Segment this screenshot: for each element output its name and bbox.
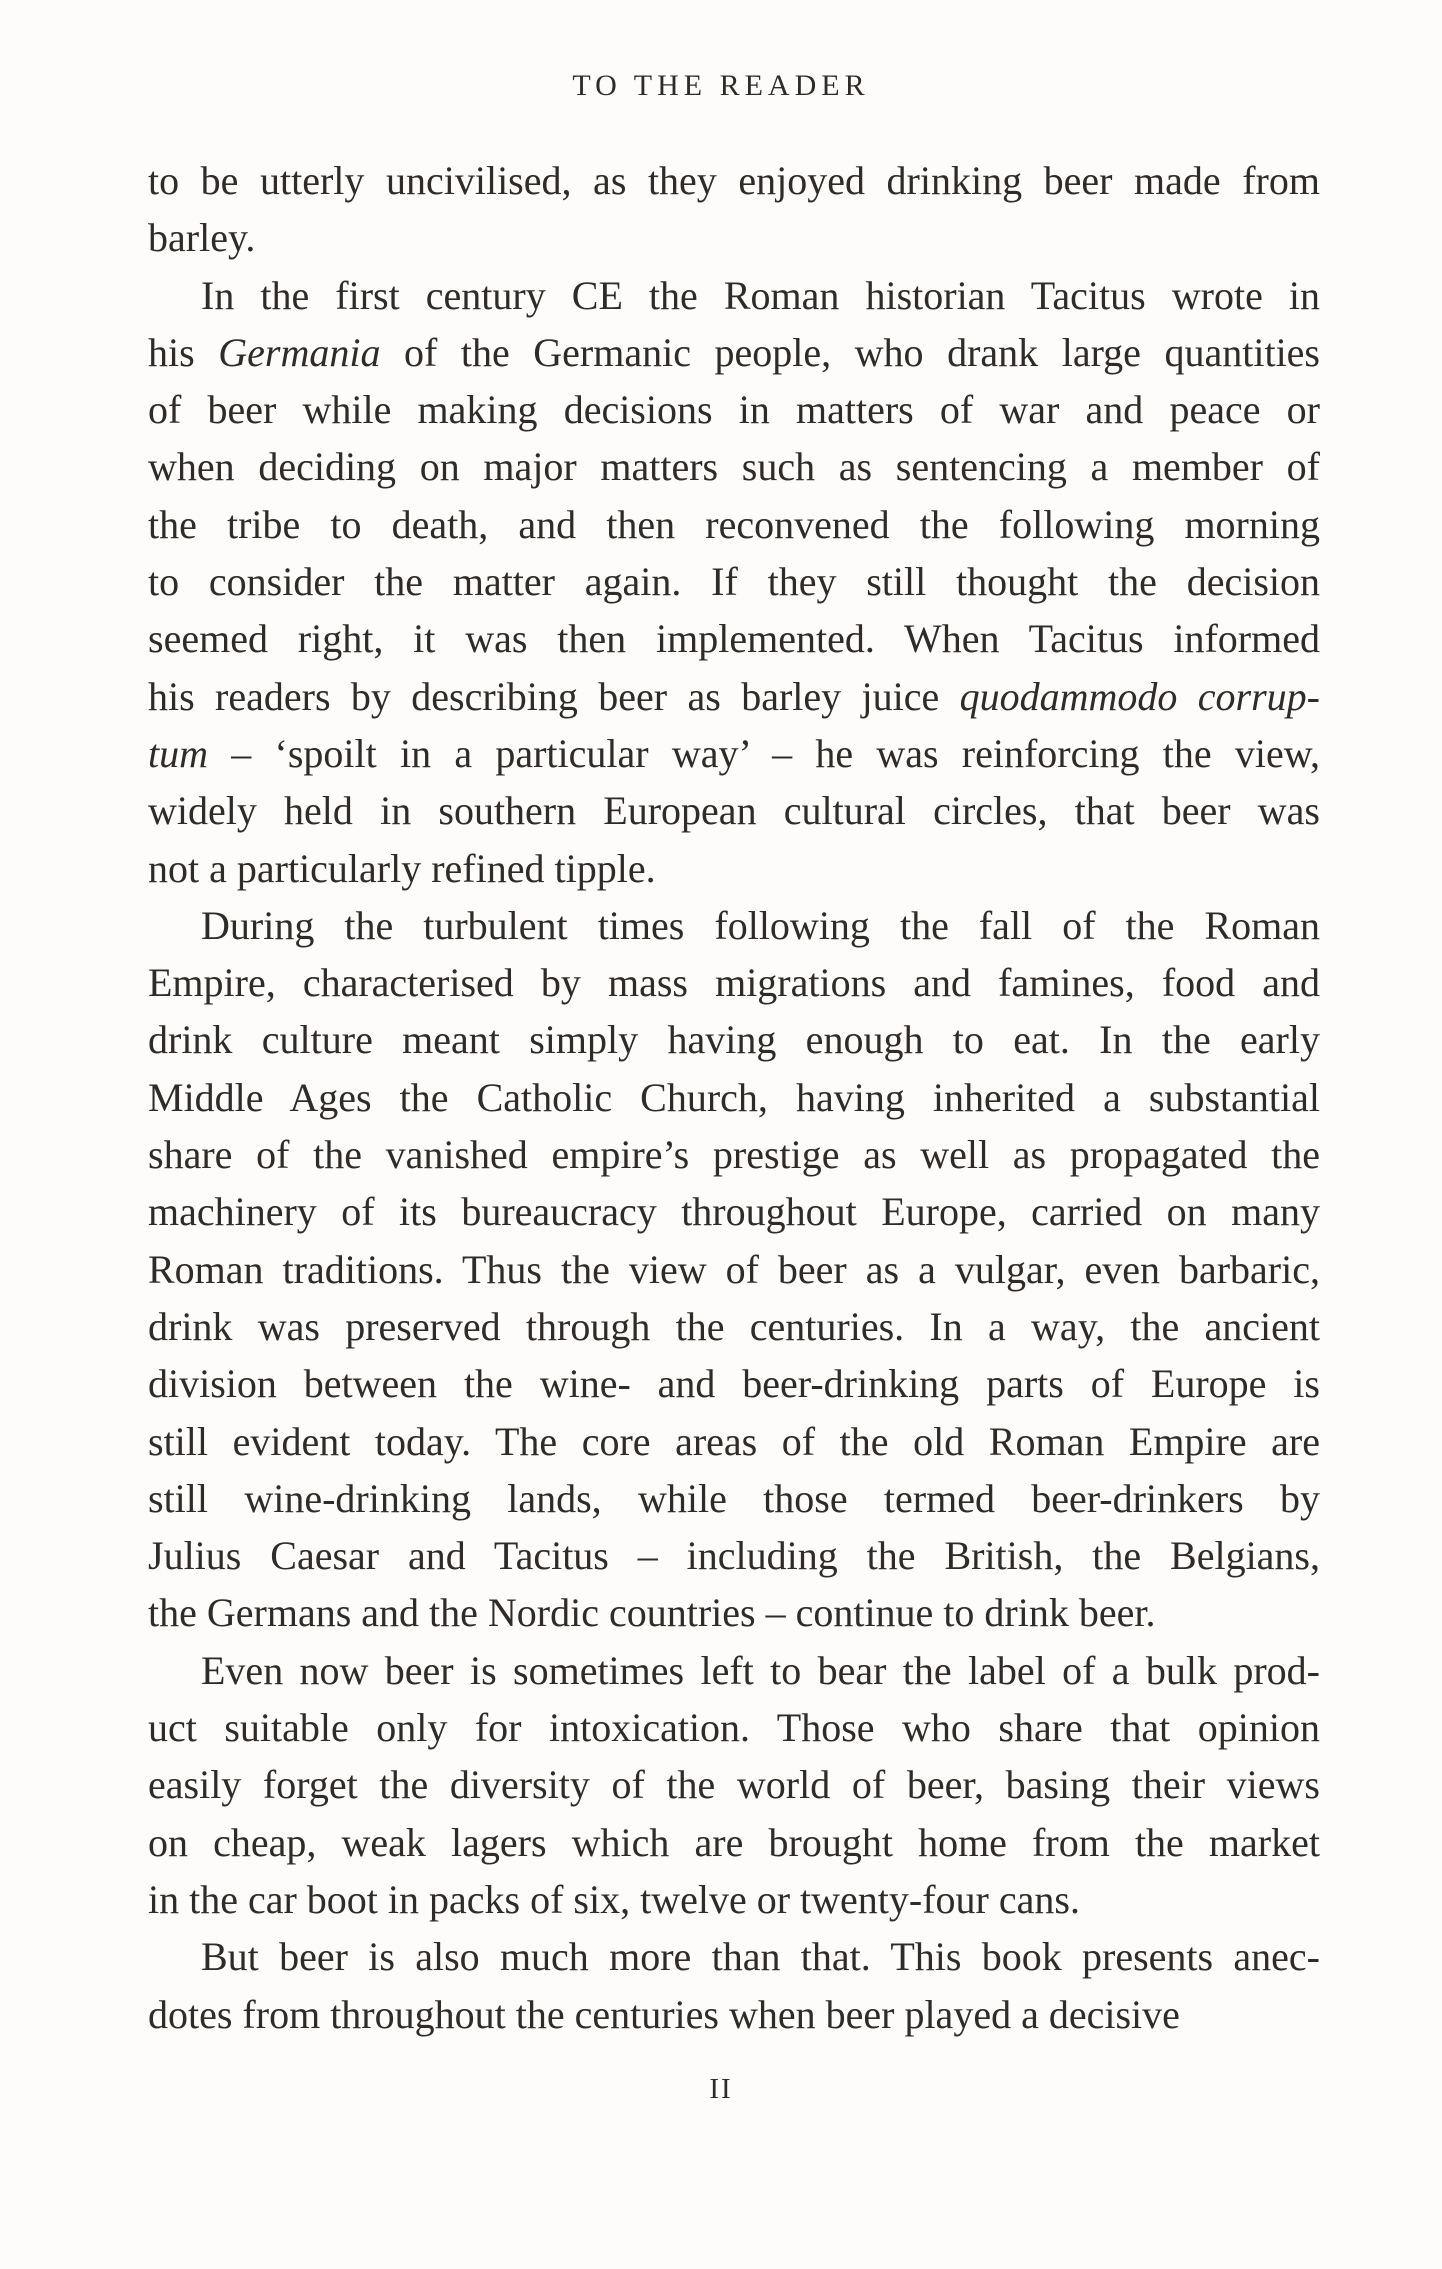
text-line: division between the wine- and beer-drinking parts of Europe is	[148, 1361, 1320, 1407]
text-line: not a particularly refined tipple.	[148, 845, 656, 891]
text-line: In the first century CE the Roman historian Tacitus wrote in	[201, 272, 1320, 318]
italic-term: Germania	[218, 329, 381, 375]
body-text	[148, 152, 1320, 2043]
text-line: when deciding on major matters such as sentencing a member of	[148, 444, 1320, 490]
text-line: the Germans and the Nordic countries – continue to drink beer.	[148, 1590, 1156, 1636]
text-line: Roman traditions. Thus the view of beer as a vulgar, even barbaric,	[148, 1246, 1320, 1292]
text-line: to be utterly uncivilised, as they enjoyed drinking beer made from	[148, 158, 1320, 203]
text-line: the tribe to death, and then reconvened the following morning	[148, 501, 1320, 547]
text-line: his readers by describing beer as barley juice quodammodo corrup-	[148, 673, 1321, 719]
text-line: drink culture meant simply having enough to eat. In the early	[148, 1017, 1320, 1063]
text-line: in the car boot in packs of six, twelve or twenty-four cans.	[148, 1876, 1080, 1922]
paragraph	[148, 1928, 1320, 2043]
text-line: share of the vanished empire’s prestige as well as propagated the	[148, 1132, 1320, 1178]
text-line: But beer is also much more than that. This book presents anec-	[201, 1934, 1320, 1980]
text-line: Middle Ages the Catholic Church, having inherited a substantial	[148, 1074, 1320, 1120]
paragraph	[148, 1642, 1320, 1928]
paragraph	[148, 152, 1320, 267]
page-number: II	[709, 2073, 733, 2105]
text-line: Even now beer is sometimes left to bear the label of a bulk prod-	[201, 1647, 1320, 1693]
text-line: widely held in southern European cultural circles, that beer was	[148, 788, 1320, 834]
text-line: drink was preserved through the centuries. In a way, the ancient	[148, 1303, 1320, 1349]
italic-term: quodammodo corrup-	[959, 673, 1321, 719]
text-line: seemed right, it was then implemented. When Tacitus informed	[148, 616, 1320, 662]
paragraph	[148, 897, 1320, 1642]
text-line: barley.	[148, 215, 256, 261]
text-line: still wine-drinking lands, while those termed beer-drinkers by	[148, 1475, 1320, 1521]
text-line: to consider the matter again. If they still thought the decision	[148, 559, 1320, 605]
text-line: still evident today. The core areas of the old Roman Empire are	[148, 1418, 1320, 1464]
italic-term: tum	[148, 730, 208, 776]
paragraph	[148, 267, 1320, 897]
text-line: dotes from throughout the centuries when beer played a decisive	[148, 1991, 1180, 2037]
text-line: on cheap, weak lagers which are brought home from the market	[148, 1819, 1320, 1865]
running-head: TO THE READER	[572, 69, 870, 102]
text-line: of beer while making decisions in matters of war and peace or	[148, 387, 1320, 433]
text-line: uct suitable only for intoxication. Those who share that opinion	[148, 1705, 1320, 1751]
text-line: During the turbulent times following the fall of the Roman	[201, 902, 1320, 948]
text-line: easily forget the diversity of the world of beer, basing their views	[148, 1762, 1320, 1808]
text-line: machinery of its bureaucracy throughout Europe, carried on many	[148, 1189, 1320, 1235]
text-line: Empire, characterised by mass migrations and famines, food and	[148, 960, 1320, 1006]
text-line: his Germania of the Germanic people, who drank large quantities	[148, 329, 1320, 375]
text-line: tum – ‘spoilt in a particular way’ – he was reinforcing the view,	[148, 730, 1320, 776]
text-line: Julius Caesar and Tacitus – including the British, the Belgians,	[148, 1533, 1320, 1579]
